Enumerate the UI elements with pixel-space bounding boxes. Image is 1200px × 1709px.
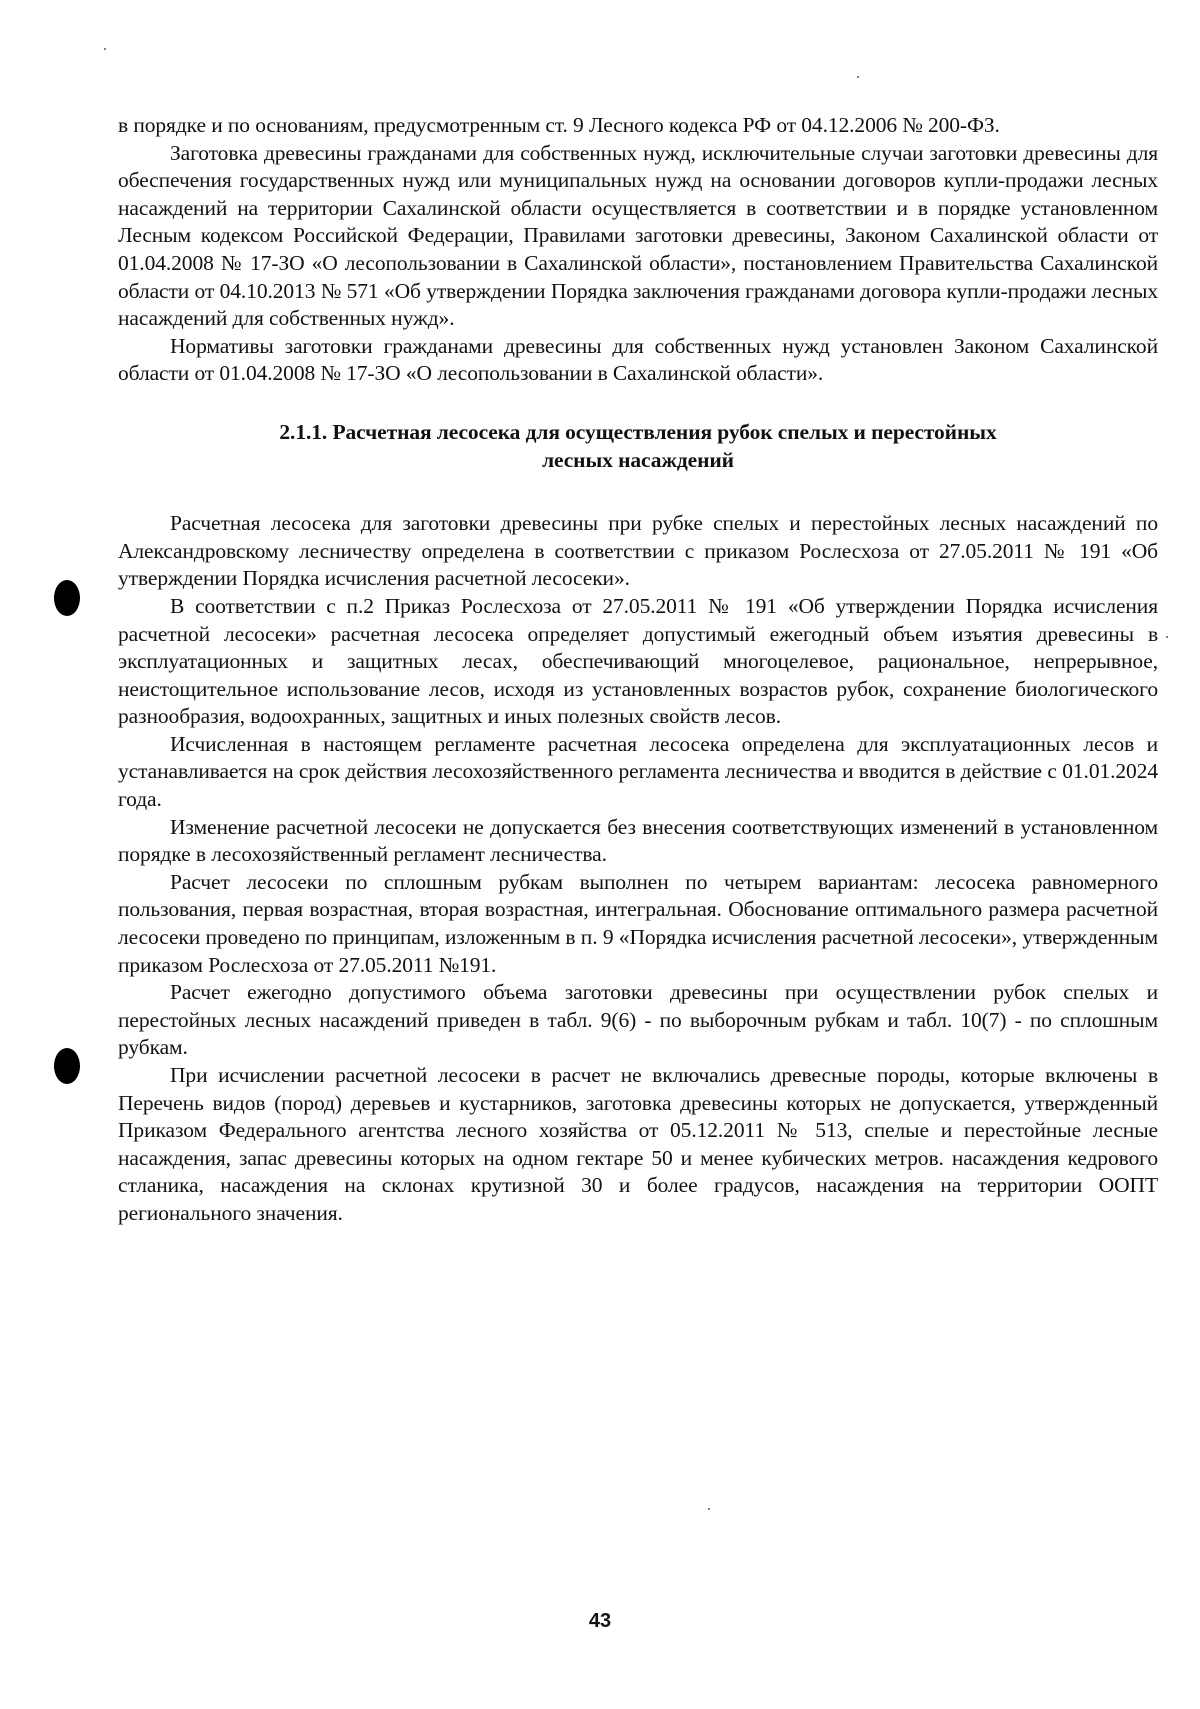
paragraph: Расчет ежегодно допустимого объема заготовки древесины при осуществлении рубок спелых и перестойных лесных насаждений приведен в табл. 9(6) - по выборочным рубкам и табл. 10(7) - по сплошным рубкам.: [118, 980, 1158, 1060]
punch-hole-mark: [54, 1048, 80, 1084]
scan-speck: [1166, 636, 1168, 638]
punch-hole-mark: [54, 580, 80, 616]
paragraph: Нормативы заготовки гражданами древесины для собственных нужд установлен Законом Сахалинской области от 01.04.2008 № 17-ЗО «О лесопользовании в Сахалинской области».: [118, 333, 1158, 386]
paragraph: Изменение расчетной лесосеки не допускается без внесения соответствующих изменений в установленном порядке в лесохозяйственный регламент лесничества.: [118, 814, 1158, 867]
section-heading: 2.1.1. Расчетная лесосека для осуществления рубок спелых и перестойных лесных насаждений: [279, 419, 997, 472]
scan-speck: [708, 1508, 710, 1510]
scan-speck: [104, 48, 106, 50]
paragraph: в порядке и по основаниям, предусмотренным ст. 9 Лесного кодекса РФ от 04.12.2006 № 200-ФЗ.: [118, 113, 1000, 137]
paragraph: Заготовка древесины гражданами для собственных нужд, исключительные случаи заготовки древесины для обеспечения государственных нужд или муниципальных нужд на основании договоров купли-продажи лесных насаждений на территории Сахалинской области осуществляется в соответствии и в порядке установленном Лесным кодексом Российской Федерации, Правилами заготовки древесины, Законом Сахалинской области от 01.04.2008 № 17-ЗО «О лесопользовании в Сахалинской области», постановлением Правительства Сахалинской области от 04.10.2013 № 571 «Об утверждении Порядка заключения гражданами договора купли-продажи лесных насаждений для собственных нужд».: [118, 140, 1158, 331]
paragraph: Исчисленная в настоящем регламенте расчетная лесосека определена для эксплуатационных лесов и устанавливается на срок действия лесохозяйственного регламента лесничества и вводится в действие с 01.01.2024 года.: [118, 731, 1158, 812]
paragraph: При исчислении расчетной лесосеки в расчет не включались древесные породы, которые включены в Перечень видов (пород) деревьев и кустарников, заготовка древесины которых не допускается, утвержденный Приказом Федерального агентства лесного хозяйства от 05.12.2011 № 513, спелые и перестойные лесные насаждения, запас древесины которых на одном гектаре 50 и менее кубических метров. насаждения кедрового стланика, насаждения на склонах крутизной 30 и более градусов, насаждения на территории ООПТ регионального значения.: [118, 1063, 1158, 1225]
scan-speck: [857, 76, 859, 78]
document-body: [118, 112, 1158, 1228]
paragraph: Расчетная лесосека для заготовки древесины при рубке спелых и перестойных лесных насаждений по Александровскому лесничеству определена в соответствии с приказом Рослесхоза от 27.05.2011 № 191 «Об утверждении Порядка исчисления расчетной лесосеки».: [118, 511, 1158, 591]
paragraph: Расчет лесосеки по сплошным рубкам выполнен по четырем вариантам: лесосека равномерного пользования, первая возрастная, вторая возрастная, интегральная. Обоснование оптимального размера расчетной лесосеки проведено по принципам, изложенным в п. 9 «Порядка исчисления расчетной лесосеки», утвержденным приказом Рослесхоза от 27.05.2011 №191.: [118, 869, 1158, 977]
paragraph: В соответствии с п.2 Приказ Рослесхоза от 27.05.2011 № 191 «Об утверждении Порядка исчисления расчетной лесосеки» расчетная лесосека определяет допустимый ежегодный объем изъятия древесины в эксплуатационных и защитных лесах, обеспечивающий многоцелевое, рациональное, непрерывное, неистощительное использование лесов, исходя из установленных возрастов рубок, сохранение биологического разнообразия, водоохранных, защитных и иных полезных свойств лесов.: [118, 593, 1158, 729]
page-number: 43: [588, 1610, 612, 1632]
